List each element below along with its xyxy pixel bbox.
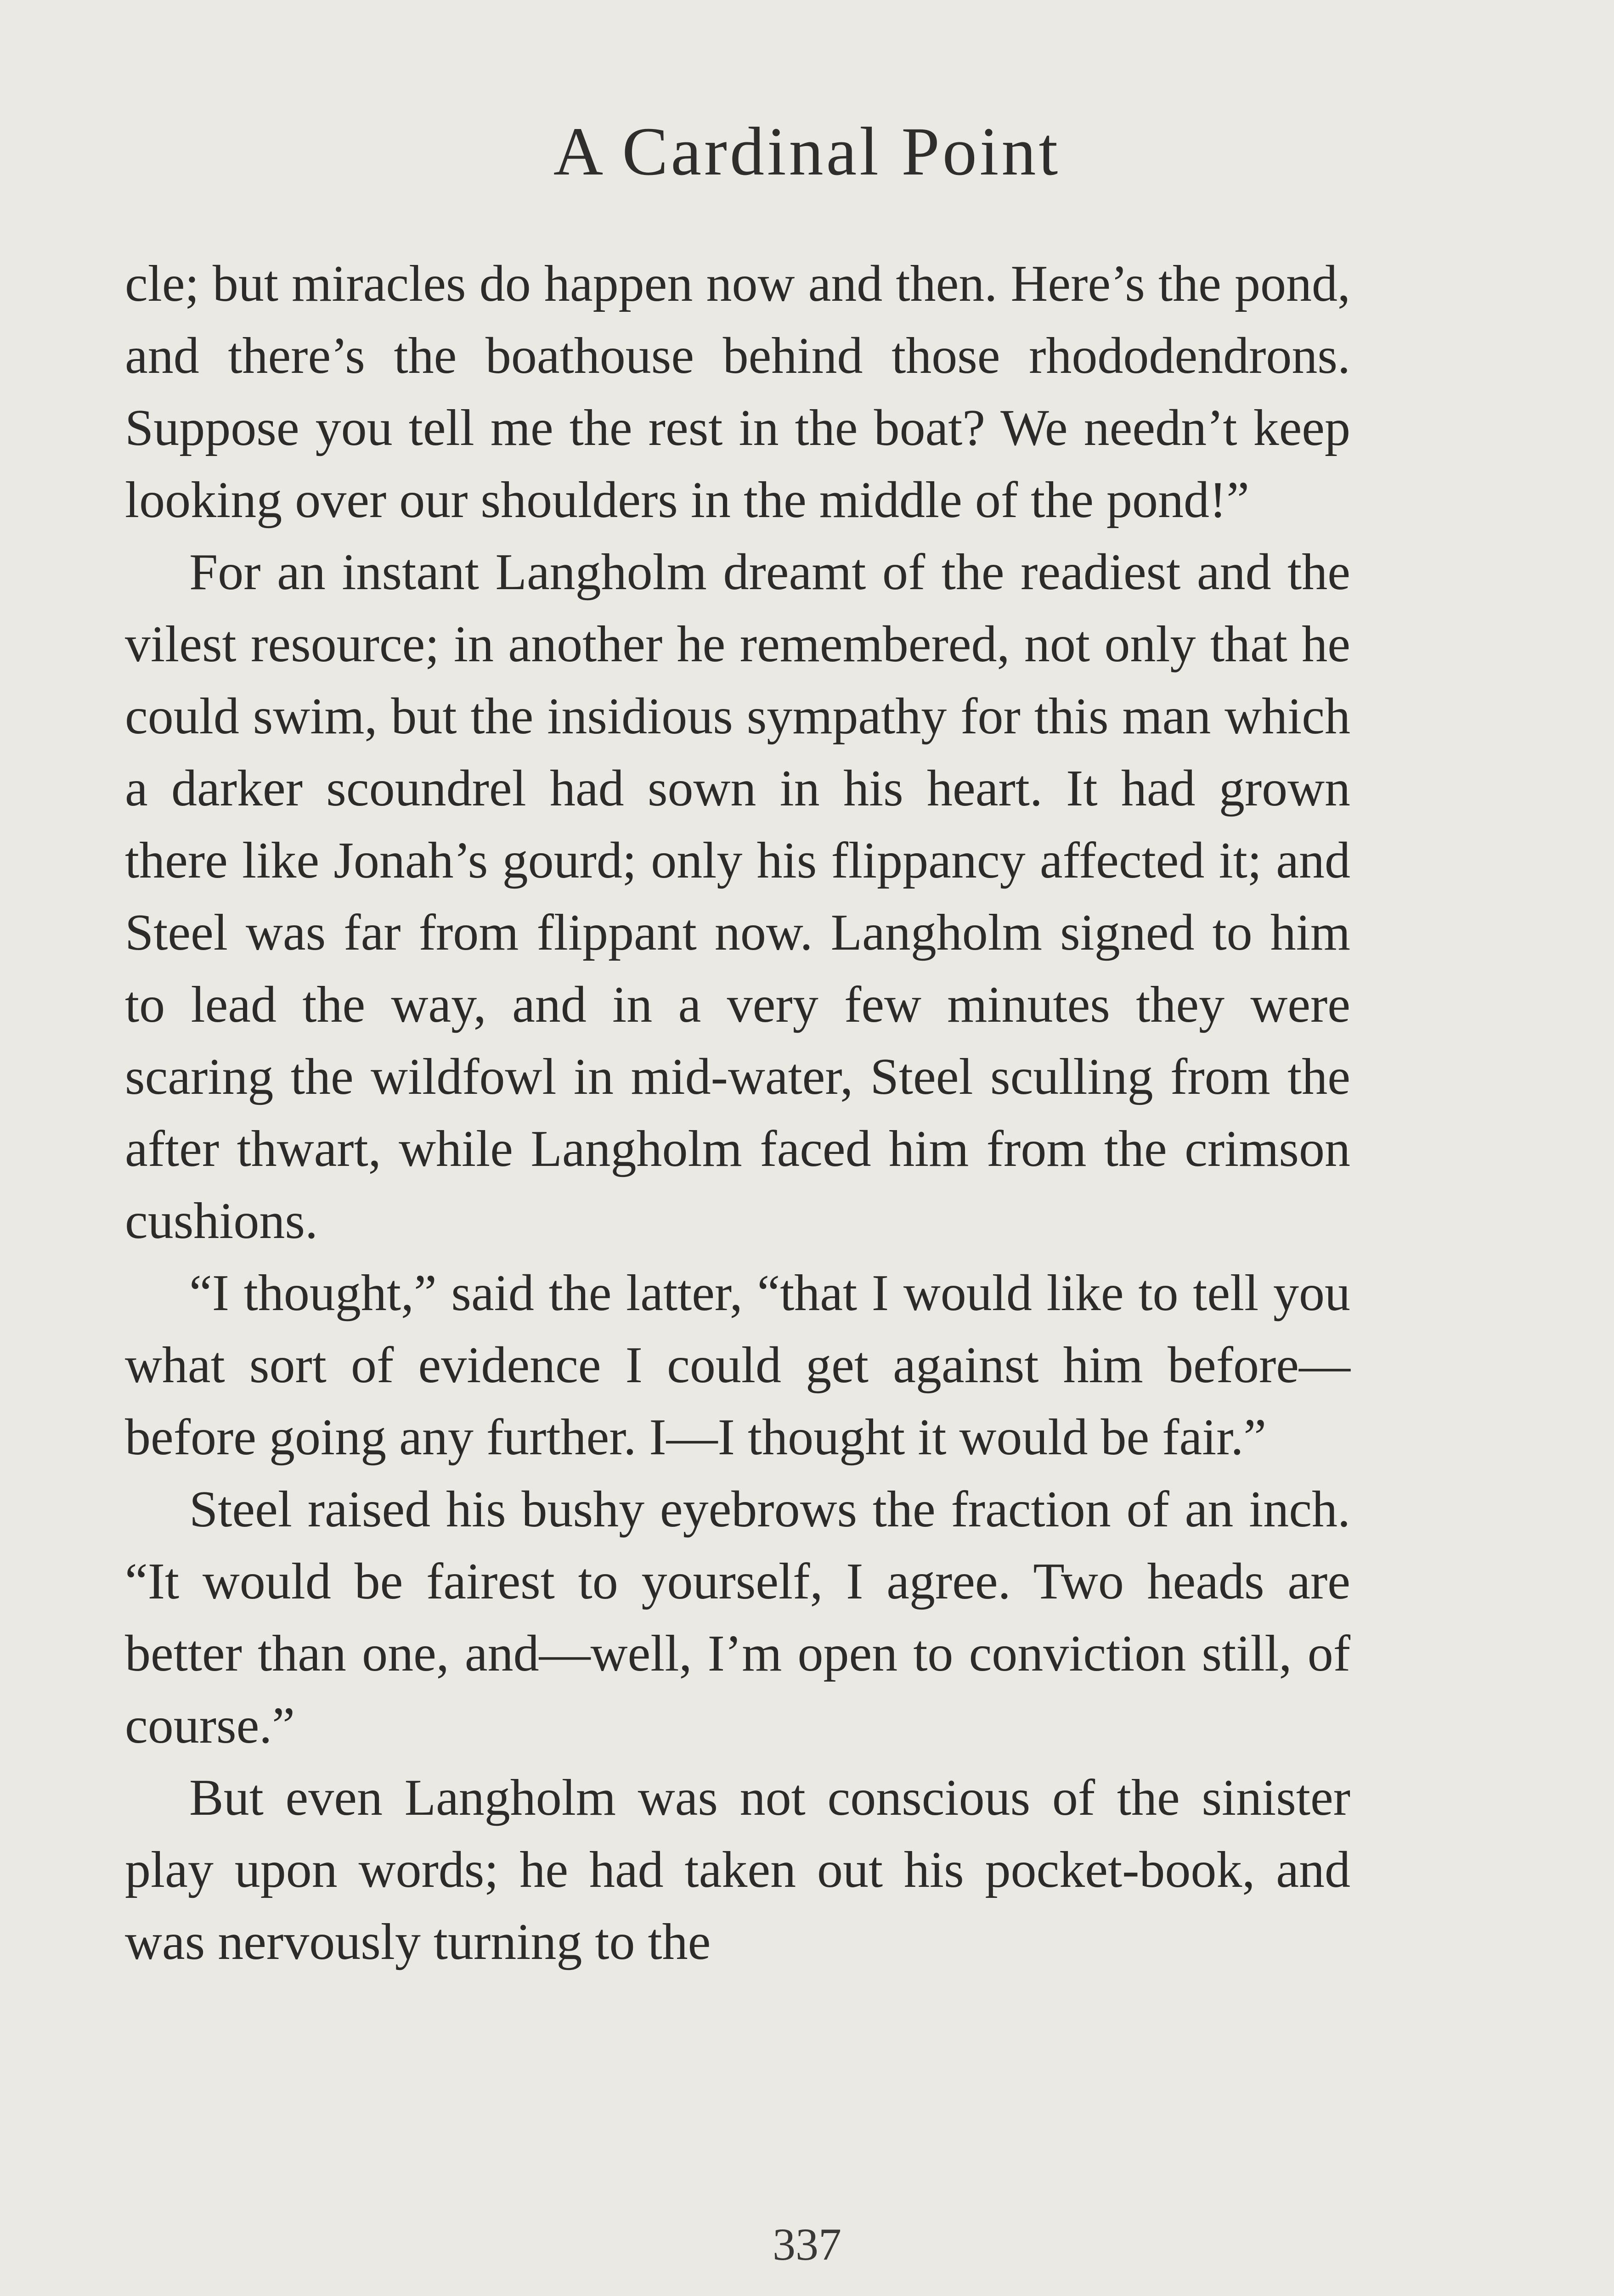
body-text	[125, 248, 1350, 1978]
paragraph-3: “I thought,” said the latter, “that I would like to tell you what sort of evidence I could get against him before—before going any further. I—I thought it would be fair.”	[125, 1265, 1350, 1466]
page-number: 337	[773, 2219, 841, 2270]
paragraph-1: cle; but miracles do happen now and then. Here’s the pond, and there’s the boathouse behind those rhododendrons. Suppose you tell me the rest in the boat? We needn’t keep looking over our shoulders in the middle of the pond!”	[125, 255, 1350, 529]
running-head: A Cardinal Point	[553, 113, 1061, 190]
paragraph-5: But even Langholm was not conscious of the sinister play upon words; he had taken out his pocket-book, and was nervously turning to the	[125, 1769, 1350, 1970]
paragraph-4: Steel raised his bushy eyebrows the fraction of an inch. “It would be fairest to yourself, I agree. Two heads are better than one, and—well, I’m open to conviction still, of course.”	[125, 1481, 1350, 1754]
paragraph-2: For an instant Langholm dreamt of the readiest and the vilest resource; in another he remembered, not only that he could swim, but the insidious sympathy for this man which a darker scoundrel had sown in his heart. It had grown there like Jonah’s gourd; only his flippancy affected it; and Steel was far from flippant now. Langholm signed to him to lead the way, and in a very few minutes they were scaring the wildfowl in mid-water, Steel sculling from the after thwart, while Langholm faced him from the crimson cushions.	[125, 544, 1350, 1249]
